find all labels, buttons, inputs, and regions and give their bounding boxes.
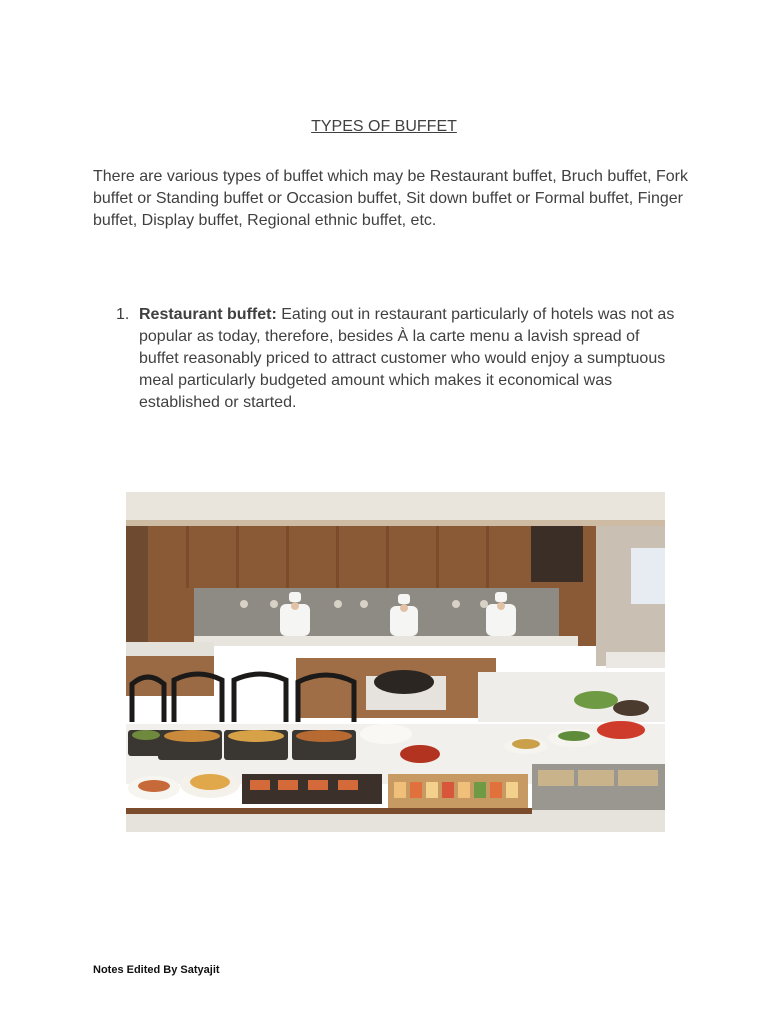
list-item-text: Eating out in restaurant particularly of hotels was not as popular as today, therefore, besides À la carte menu a lavish spread of buffet reasonably priced to attract customer who would enjoy a sumptuous meal particularly budgeted amount which makes it economical was established or started. bbox=[139, 306, 675, 411]
list-item bbox=[116, 304, 676, 414]
intro-paragraph: There are various types of buffet which may be Restaurant buffet, Bruch buffet, Fork buffet or Standing buffet or Occasion buffet, Sit down buffet or Formal buffet, Finger buffet, Display buffet, Regional ethnic buffet, etc. bbox=[93, 168, 688, 229]
list-item-lead: Restaurant buffet: bbox=[139, 306, 277, 323]
list-item-body bbox=[139, 304, 676, 414]
list-item-number: 1. bbox=[116, 306, 130, 323]
buffet-photo-illustration bbox=[126, 492, 665, 832]
page-title: TYPES OF BUFFET bbox=[311, 118, 457, 135]
buffet-photo bbox=[126, 492, 665, 832]
footer-note: Notes Edited By Satyajit bbox=[93, 964, 220, 976]
